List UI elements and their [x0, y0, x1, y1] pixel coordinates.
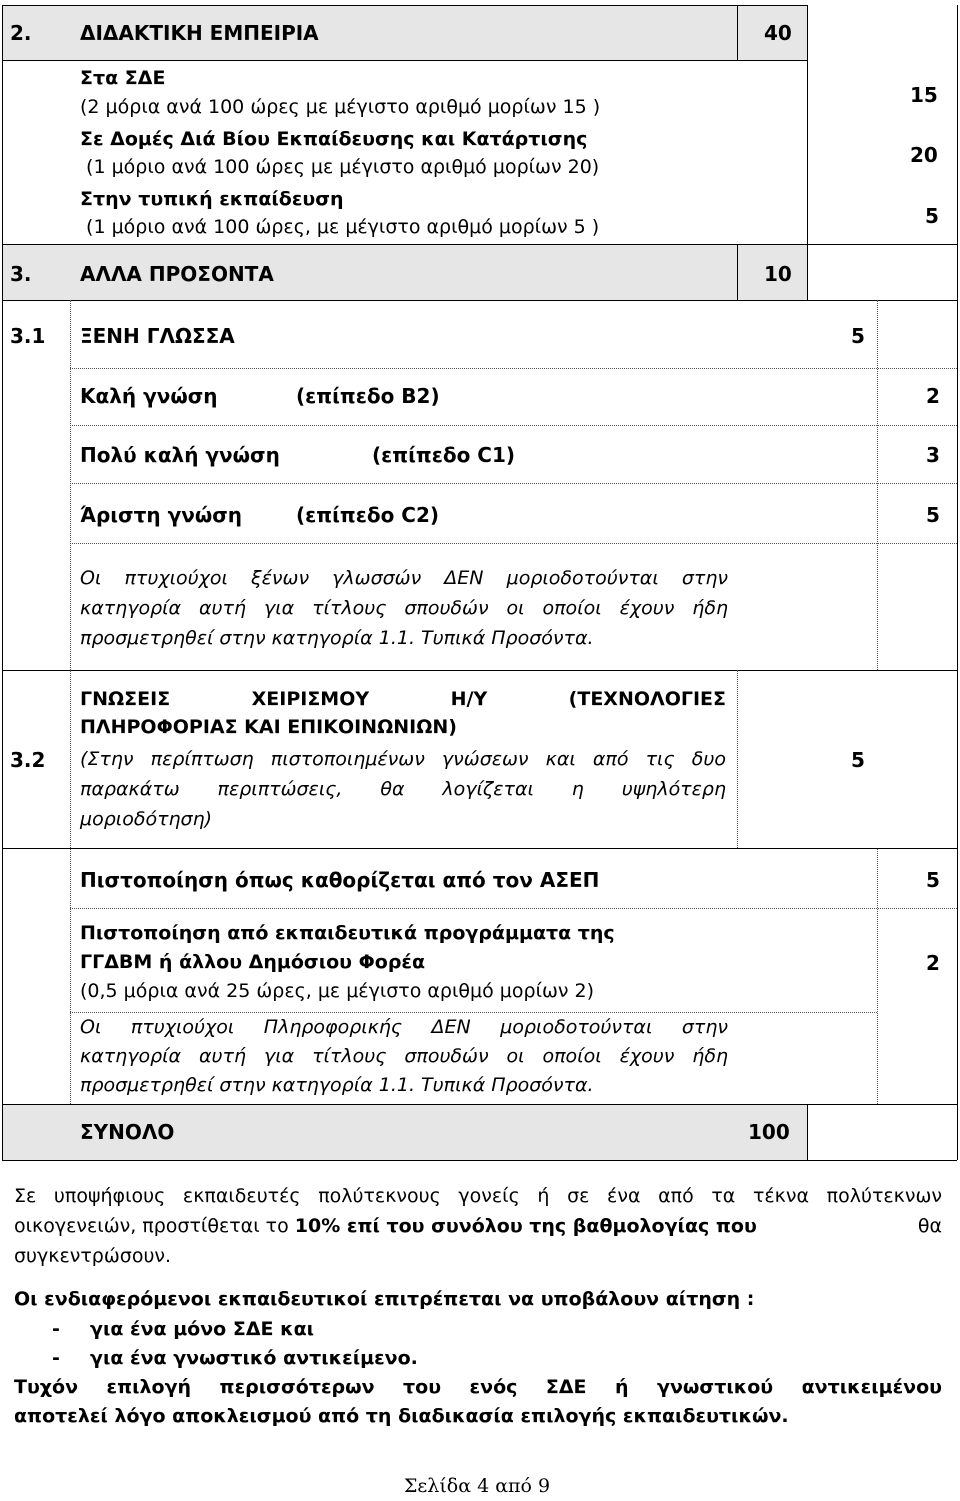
section32-title-line-2: ΠΛΗΡΟΦΟΡΙΑΣ ΚΑΙ ΕΠΙΚΟΙΝΩΝΙΩΝ) — [80, 716, 457, 738]
section31-points: 5 — [851, 324, 865, 348]
sde-title: Στα ΣΔΕ — [80, 67, 166, 89]
program-note: (0,5 μόρια ανά 25 ώρες, με μέγιστο αριθμό μορίων 2) — [80, 980, 595, 1002]
sde-points: 15 — [910, 83, 938, 107]
language-note-line-1: Οι πτυχιούχοι ξένων γλωσσών ΔΕΝ μοριοδοτούνται στην — [80, 567, 728, 589]
paragraph1-line-2 — [14, 1215, 942, 1237]
level-c2-level: (επίπεδο C2) — [296, 503, 440, 527]
level-c1-label: Πολύ καλή γνώση — [80, 443, 280, 467]
level-b2-points: 2 — [926, 384, 940, 408]
level-b2-level: (επίπεδο Β2) — [296, 384, 440, 408]
program-line-1: Πιστοποίηση από εκπαιδευτικά προγράμματα της — [80, 922, 615, 944]
paragraph1-line-2-post: θα — [911, 1215, 942, 1237]
dbe-points: 20 — [910, 143, 938, 167]
bullet-dash-2: - — [52, 1347, 60, 1369]
dbe-note: (1 μόριο ανά 100 ώρες με μέγιστο αριθμό μορίων 20) — [80, 156, 600, 178]
section32-note-line-1: (Στην περίπτωση πιστοποιημένων γνώσεων και από τις δυο — [80, 748, 726, 770]
language-note-line-3: προσμετρηθεί στην κατηγορία 1.1. Τυπικά Προσόντα. — [80, 627, 594, 649]
level-c1-points: 3 — [926, 443, 940, 467]
level-b2-label: Καλή γνώση — [80, 384, 218, 408]
sde-note: (2 μόρια ανά 100 ώρες με μέγιστο αριθμό μορίων 15 ) — [80, 96, 601, 118]
section32-points: 5 — [851, 748, 865, 772]
section2-title: ΔΙΔΑΚΤΙΚΗ ΕΜΠΕΙΡΙΑ — [80, 21, 319, 45]
total-points: 100 — [748, 1120, 790, 1144]
paragraph2-final-line-2: αποτελεί λόγο αποκλεισμού από τη διαδικασία επιλογής εκπαιδευτικών. — [14, 1405, 789, 1427]
formal-points: 5 — [925, 204, 939, 228]
section32-note-line-3: μοριοδότηση) — [80, 808, 213, 830]
formal-title: Στην τυπική εκπαίδευση — [80, 188, 344, 210]
section32-note-line-2: παρακάτω περιπτώσεις, θα λογίζεται η υψηλότερη — [80, 778, 726, 800]
paragraph1-line-2-pre: οικογενειών, προστίθεται το — [14, 1215, 295, 1237]
bullet-dash-1: - — [52, 1318, 60, 1340]
page-number: Σελίδα 4 από 9 — [404, 1475, 551, 1497]
level-c1-level: (επίπεδο C1) — [372, 443, 516, 467]
dbe-title: Σε Δομές Διά Βίου Εκπαίδευσης και Κατάρτισης — [80, 128, 588, 150]
paragraph1-line-1: Σε υποψήφιους εκπαιδευτές πολύτεκνους γονείς ή σε ένα από τα τέκνα πολύτεκνων — [14, 1185, 942, 1207]
paragraph1-line-3: συγκεντρώσουν. — [14, 1245, 172, 1267]
language-note-line-2: κατηγορία αυτή για τίτλους σπουδών οι οποίοι έχουν ήδη — [80, 597, 728, 619]
program-points: 2 — [926, 951, 940, 975]
program-line-2: ΓΓΔΒΜ ή άλλου Δημόσιου Φορέα — [80, 951, 426, 973]
bullet-2: για ένα γνωστικό αντικείμενο. — [90, 1347, 418, 1369]
section3-number: 3. — [10, 262, 32, 286]
it-note-line-1: Οι πτυχιούχοι Πληροφορικής ΔΕΝ μοριοδοτούνται στην — [80, 1016, 728, 1038]
level-c2-label: Άριστη γνώση — [80, 503, 243, 527]
level-c2-points: 5 — [926, 503, 940, 527]
section32-number: 3.2 — [10, 748, 46, 772]
it-note-line-3: προσμετρηθεί στην κατηγορία 1.1. Τυπικά Προσόντα. — [80, 1074, 594, 1096]
section2-number: 2. — [10, 21, 32, 45]
formal-note: (1 μόριο ανά 100 ώρες, με μέγιστο αριθμό μορίων 5 ) — [80, 216, 600, 238]
section3-points: 10 — [764, 262, 792, 286]
asep-label: Πιστοποίηση όπως καθορίζεται από τον ΑΣΕΠ — [80, 868, 600, 892]
total-label: ΣΥΝΟΛΟ — [80, 1120, 175, 1144]
it-note-line-2: κατηγορία αυτή για τίτλους σπουδών οι οποίοι έχουν ήδη — [80, 1045, 728, 1067]
asep-points: 5 — [926, 868, 940, 892]
paragraph1-line-2-bold: 10% επί του συνόλου της βαθμολογίας που — [294, 1215, 757, 1237]
section32-title-line-1: ΓΝΩΣΕΙΣ ΧΕΙΡΙΣΜΟΥ Η/Υ (ΤΕΧΝΟΛΟΓΙΕΣ — [80, 688, 726, 710]
bullet-1: για ένα μόνο ΣΔΕ και — [90, 1318, 315, 1340]
section31-title: ΞΕΝΗ ΓΛΩΣΣΑ — [80, 324, 235, 348]
paragraph2-heading: Οι ενδιαφερόμενοι εκπαιδευτικοί επιτρέπεται να υποβάλουν αίτηση : — [14, 1288, 755, 1310]
section31-number: 3.1 — [10, 324, 46, 348]
paragraph2-final-line-1: Τυχόν επιλογή περισσότερων του ενός ΣΔΕ ή γνωστικού αντικειμένου — [14, 1376, 942, 1398]
section2-points: 40 — [764, 21, 792, 45]
section3-title: ΑΛΛΑ ΠΡΟΣΟΝΤΑ — [80, 262, 274, 286]
